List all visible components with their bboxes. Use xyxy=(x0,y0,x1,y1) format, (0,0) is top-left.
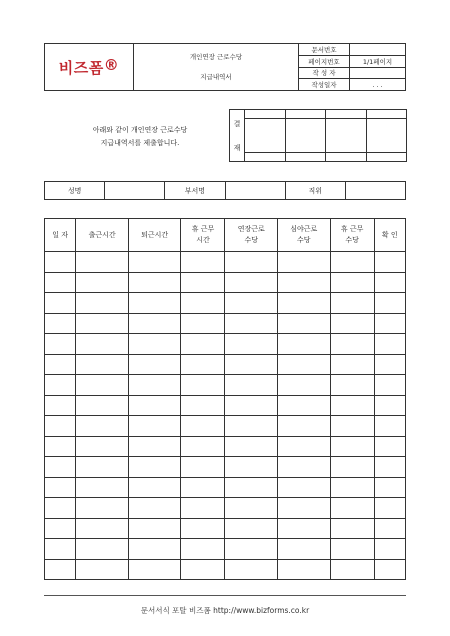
personal-info-row xyxy=(44,181,406,200)
table-cell[interactable] xyxy=(330,375,374,396)
logo xyxy=(45,44,134,91)
table-cell[interactable] xyxy=(330,313,374,334)
table-cell[interactable] xyxy=(330,354,374,375)
table-cell[interactable] xyxy=(181,334,225,355)
table-cell[interactable] xyxy=(76,457,129,478)
meta-label: 작성일자 xyxy=(299,79,350,91)
footer-divider xyxy=(44,595,406,596)
table-cell[interactable] xyxy=(374,477,405,498)
column-header xyxy=(45,219,76,252)
table-cell[interactable] xyxy=(225,334,278,355)
table-cell[interactable] xyxy=(278,457,331,478)
title-line-1: 개인연장 근로수당 xyxy=(189,53,243,61)
table-cell[interactable] xyxy=(181,498,225,519)
table-cell[interactable] xyxy=(76,498,129,519)
table-cell[interactable] xyxy=(76,293,129,314)
table-cell[interactable] xyxy=(45,334,76,355)
column-header xyxy=(330,219,374,252)
column-header xyxy=(181,219,225,252)
table-cell[interactable] xyxy=(278,354,331,375)
table-row xyxy=(45,395,406,416)
column-header xyxy=(128,219,181,252)
column-header xyxy=(225,219,278,252)
table-cell[interactable] xyxy=(128,416,181,437)
column-header xyxy=(76,219,129,252)
meta-value[interactable]: 1/1페이지 xyxy=(350,55,406,67)
table-cell[interactable] xyxy=(45,313,76,334)
position-field[interactable] xyxy=(345,182,405,200)
table-cell[interactable] xyxy=(76,539,129,560)
table-cell[interactable] xyxy=(181,416,225,437)
table-cell[interactable] xyxy=(278,252,331,273)
table-cell[interactable] xyxy=(181,354,225,375)
table-cell[interactable] xyxy=(278,559,331,580)
table-row xyxy=(45,313,406,334)
table-cell[interactable] xyxy=(330,539,374,560)
table-cell[interactable] xyxy=(128,436,181,457)
table-cell[interactable] xyxy=(45,539,76,560)
approval-title-cell[interactable] xyxy=(366,110,407,119)
table-cell[interactable] xyxy=(128,539,181,560)
table-cell[interactable] xyxy=(278,334,331,355)
table-cell[interactable] xyxy=(76,436,129,457)
table-cell[interactable] xyxy=(181,395,225,416)
table-cell[interactable] xyxy=(374,313,405,334)
table-row xyxy=(45,518,406,539)
table-cell[interactable] xyxy=(45,436,76,457)
table-cell[interactable] xyxy=(278,313,331,334)
table-cell[interactable] xyxy=(225,477,278,498)
column-header xyxy=(278,219,331,252)
table-cell[interactable] xyxy=(45,252,76,273)
table-cell[interactable] xyxy=(374,395,405,416)
table-cell[interactable] xyxy=(330,498,374,519)
table-cell[interactable] xyxy=(278,293,331,314)
meta-label: 작 성 자 xyxy=(299,67,350,79)
table-cell[interactable] xyxy=(45,518,76,539)
table-cell[interactable] xyxy=(128,518,181,539)
column-header xyxy=(374,219,405,252)
approval-sign-cell[interactable] xyxy=(366,119,407,153)
meta-value[interactable] xyxy=(350,44,406,56)
table-row xyxy=(45,416,406,437)
overtime-table xyxy=(44,218,406,580)
table-cell[interactable] xyxy=(278,416,331,437)
column-header-line-2: 수당 xyxy=(244,236,259,244)
table-cell[interactable] xyxy=(225,457,278,478)
table-cell[interactable] xyxy=(45,375,76,396)
logo-text: 비즈폼 xyxy=(58,59,104,78)
footer-text: 문서서식 포탈 비즈폼 http://www.bizforms.co.kr xyxy=(140,606,310,615)
approval-box xyxy=(229,109,407,162)
table-cell[interactable] xyxy=(128,293,181,314)
table-cell[interactable] xyxy=(76,518,129,539)
column-header-line-1: 일 자 xyxy=(52,230,69,239)
table-cell[interactable] xyxy=(330,334,374,355)
table-cell[interactable] xyxy=(45,272,76,293)
table-cell[interactable] xyxy=(374,354,405,375)
table-cell[interactable] xyxy=(330,559,374,580)
approval-title-cell[interactable] xyxy=(285,110,326,119)
table-row xyxy=(45,539,406,560)
column-header-line-2: 수당 xyxy=(345,236,359,244)
approval-title-cell[interactable] xyxy=(326,110,367,119)
table-cell[interactable] xyxy=(330,252,374,273)
table-row xyxy=(45,354,406,375)
column-header-line-1: 확 인 xyxy=(381,230,398,239)
table-cell[interactable] xyxy=(330,416,374,437)
table-row xyxy=(45,498,406,519)
table-cell[interactable] xyxy=(76,416,129,437)
name-field[interactable] xyxy=(105,182,165,200)
approval-date-cell[interactable] xyxy=(285,152,326,161)
table-cell[interactable] xyxy=(278,539,331,560)
approval-label-bottom: 재 xyxy=(233,143,241,152)
approval-sign-cell[interactable] xyxy=(326,119,367,153)
intro-line-2: 지급내역서를 제출합니다. xyxy=(100,139,180,147)
table-cell[interactable] xyxy=(181,272,225,293)
table-cell[interactable] xyxy=(225,539,278,560)
table-cell[interactable] xyxy=(330,518,374,539)
table-cell[interactable] xyxy=(374,272,405,293)
table-cell[interactable] xyxy=(45,477,76,498)
table-cell[interactable] xyxy=(374,252,405,273)
table-cell[interactable] xyxy=(181,559,225,580)
table-cell[interactable] xyxy=(225,395,278,416)
table-cell[interactable] xyxy=(278,436,331,457)
approval-date-cell[interactable] xyxy=(366,152,407,161)
table-cell[interactable] xyxy=(374,416,405,437)
table-cell[interactable] xyxy=(128,252,181,273)
table-cell[interactable] xyxy=(181,436,225,457)
table-cell[interactable] xyxy=(374,436,405,457)
approval-date-cell[interactable] xyxy=(326,152,367,161)
column-header-line-1: 퇴근시간 xyxy=(141,230,169,239)
table-cell[interactable] xyxy=(225,272,278,293)
table-cell[interactable] xyxy=(225,498,278,519)
document-header xyxy=(44,43,406,91)
table-header-row xyxy=(45,219,406,252)
table-cell[interactable] xyxy=(225,416,278,437)
table-cell[interactable] xyxy=(45,498,76,519)
column-header-line-1: 휴 근무 xyxy=(340,225,364,233)
table-cell[interactable] xyxy=(45,559,76,580)
table-cell[interactable] xyxy=(76,272,129,293)
table-cell[interactable] xyxy=(76,252,129,273)
name-label: 성명 xyxy=(45,182,105,200)
table-cell[interactable] xyxy=(374,559,405,580)
table-cell[interactable] xyxy=(45,416,76,437)
approval-sign-cell[interactable] xyxy=(285,119,326,153)
table-cell[interactable] xyxy=(225,293,278,314)
meta-label: 문서번호 xyxy=(299,44,350,56)
table-cell[interactable] xyxy=(181,518,225,539)
table-cell[interactable] xyxy=(76,375,129,396)
table-cell[interactable] xyxy=(278,518,331,539)
registered-mark: ® xyxy=(103,55,120,74)
table-cell[interactable] xyxy=(374,498,405,519)
table-cell[interactable] xyxy=(45,293,76,314)
table-cell[interactable] xyxy=(128,272,181,293)
column-header-line-2: 수당 xyxy=(297,236,311,244)
table-cell[interactable] xyxy=(278,477,331,498)
department-label: 부서명 xyxy=(165,182,225,200)
column-header-line-2: 시간 xyxy=(196,236,210,244)
table-cell[interactable] xyxy=(374,539,405,560)
table-cell[interactable] xyxy=(128,395,181,416)
table-cell[interactable] xyxy=(278,375,331,396)
table-cell[interactable] xyxy=(76,395,129,416)
meta-label: 페이지번호 xyxy=(299,55,350,67)
meta-value[interactable]: . . . xyxy=(350,79,406,91)
column-header-line-1: 휴 근무 xyxy=(191,225,215,233)
table-cell[interactable] xyxy=(76,559,129,580)
table-cell[interactable] xyxy=(128,375,181,396)
table-row xyxy=(45,252,406,273)
table-cell[interactable] xyxy=(225,354,278,375)
position-label: 직위 xyxy=(285,182,345,200)
table-row xyxy=(45,334,406,355)
table-cell[interactable] xyxy=(181,539,225,560)
approval-title-cell[interactable] xyxy=(245,110,286,119)
table-row xyxy=(45,375,406,396)
table-cell[interactable] xyxy=(128,477,181,498)
table-cell[interactable] xyxy=(76,354,129,375)
table-cell[interactable] xyxy=(225,518,278,539)
table-cell[interactable] xyxy=(330,477,374,498)
table-cell[interactable] xyxy=(76,477,129,498)
table-row xyxy=(45,436,406,457)
table-cell[interactable] xyxy=(181,375,225,396)
table-row xyxy=(45,457,406,478)
table-cell[interactable] xyxy=(128,313,181,334)
table-cell[interactable] xyxy=(374,293,405,314)
table-cell[interactable] xyxy=(45,457,76,478)
table-cell[interactable] xyxy=(181,457,225,478)
table-cell[interactable] xyxy=(225,375,278,396)
table-cell[interactable] xyxy=(128,559,181,580)
table-cell[interactable] xyxy=(76,313,129,334)
column-header-line-1: 출근시간 xyxy=(88,230,116,239)
table-cell[interactable] xyxy=(181,313,225,334)
table-cell[interactable] xyxy=(45,395,76,416)
approval-sign-cell[interactable] xyxy=(245,119,286,153)
table-cell[interactable] xyxy=(45,354,76,375)
table-cell[interactable] xyxy=(330,272,374,293)
table-cell[interactable] xyxy=(330,293,374,314)
table-cell[interactable] xyxy=(278,498,331,519)
table-cell[interactable] xyxy=(374,375,405,396)
table-cell[interactable] xyxy=(76,334,129,355)
table-cell[interactable] xyxy=(225,313,278,334)
meta-value[interactable] xyxy=(350,67,406,79)
table-cell[interactable] xyxy=(330,457,374,478)
table-cell[interactable] xyxy=(181,477,225,498)
table-cell[interactable] xyxy=(374,518,405,539)
intro-text xyxy=(60,124,220,150)
table-cell[interactable] xyxy=(330,395,374,416)
table-row xyxy=(45,272,406,293)
approval-label xyxy=(230,110,245,162)
table-cell[interactable] xyxy=(225,436,278,457)
table-cell[interactable] xyxy=(374,334,405,355)
title-line-2: 지급내역서 xyxy=(200,73,232,81)
table-cell[interactable] xyxy=(225,559,278,580)
column-header-line-1: 연장근로 xyxy=(237,225,265,233)
table-cell[interactable] xyxy=(128,334,181,355)
intro-line-1: 아래와 같이 개인연장 근로수당 xyxy=(92,126,188,134)
column-header-line-1: 심야근로 xyxy=(290,225,318,233)
table-row xyxy=(45,559,406,580)
table-cell[interactable] xyxy=(128,457,181,478)
table-cell[interactable] xyxy=(128,354,181,375)
table-row xyxy=(45,477,406,498)
table-cell[interactable] xyxy=(278,272,331,293)
table-cell[interactable] xyxy=(181,252,225,273)
table-cell[interactable] xyxy=(225,252,278,273)
table-cell[interactable] xyxy=(128,498,181,519)
table-row xyxy=(45,293,406,314)
table-cell[interactable] xyxy=(181,293,225,314)
document-title xyxy=(134,44,299,91)
table-cell[interactable] xyxy=(330,436,374,457)
approval-date-cell[interactable] xyxy=(245,152,286,161)
department-field[interactable] xyxy=(225,182,285,200)
table-cell[interactable] xyxy=(374,457,405,478)
approval-label-top: 결 xyxy=(233,119,241,128)
table-cell[interactable] xyxy=(278,395,331,416)
